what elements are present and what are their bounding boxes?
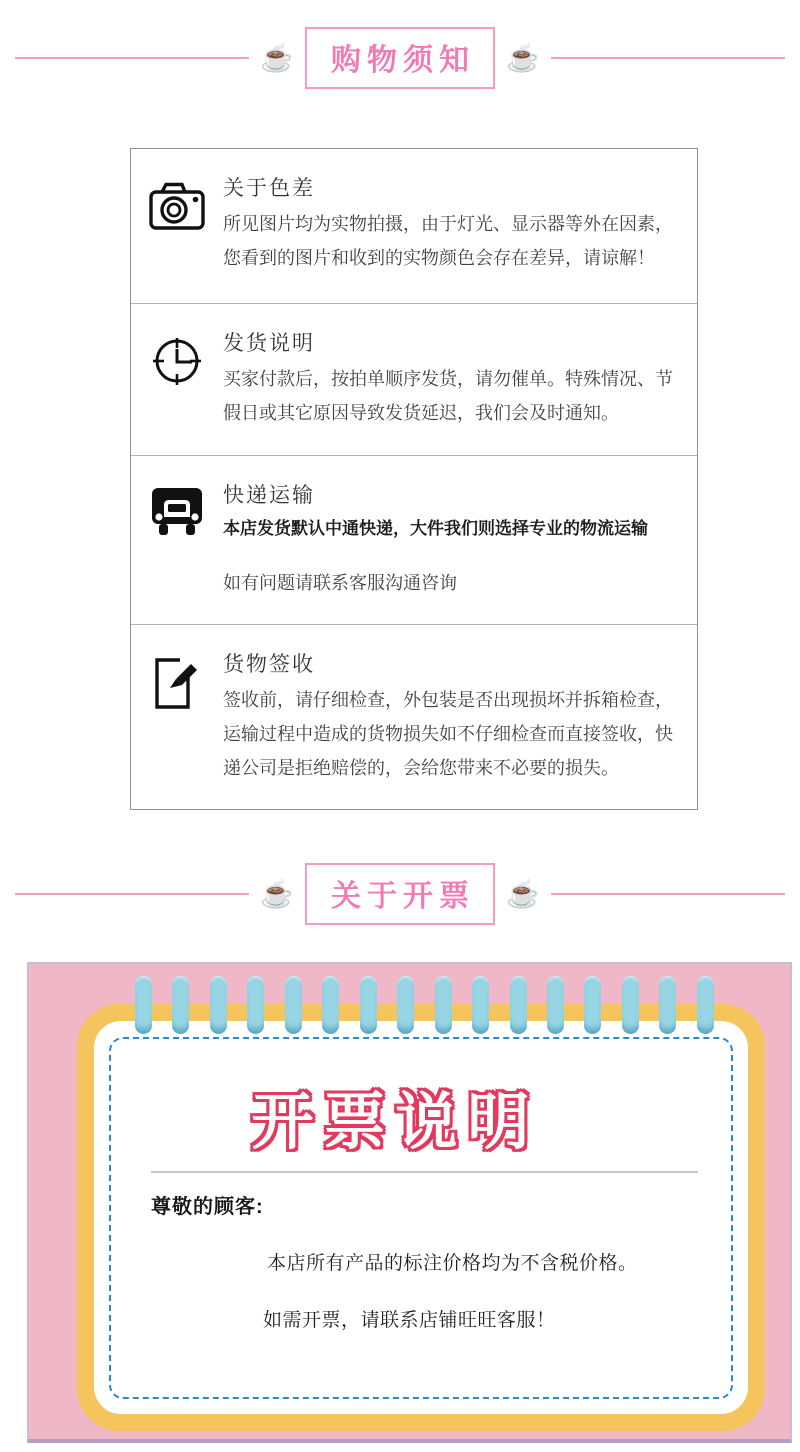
invoice-card-title: 开票说明 xyxy=(251,1088,540,1157)
divider-line xyxy=(15,57,249,59)
coffee-cup-icon: ☕ xyxy=(506,878,540,909)
binder-rings xyxy=(135,976,714,1034)
signature-doc-icon xyxy=(131,625,223,809)
binder-ring xyxy=(435,976,452,1034)
binder-ring xyxy=(135,976,152,1034)
binder-ring xyxy=(322,976,339,1034)
camera-icon xyxy=(131,149,223,303)
shopping-notice-box xyxy=(130,148,698,810)
coffee-cup-icon: ☕ xyxy=(506,42,540,73)
notice-row-shipping xyxy=(131,304,697,456)
divider-line xyxy=(551,57,785,59)
notice-row-goods-receipt xyxy=(131,625,697,809)
notice-text-express-transport xyxy=(223,456,697,624)
title-underline xyxy=(151,1171,698,1173)
notice-text-shipping xyxy=(223,304,697,455)
divider-line xyxy=(15,893,249,895)
binder-ring xyxy=(172,976,189,1034)
invoice-card xyxy=(27,962,792,1443)
binder-ring xyxy=(697,976,714,1034)
section-header-invoicing xyxy=(0,868,800,920)
notice-text-goods-receipt xyxy=(223,625,697,809)
notice-title: 货物签收 xyxy=(223,653,315,676)
binder-ring xyxy=(397,976,414,1034)
notice-title: 关于色差 xyxy=(223,177,315,200)
notice-row-color-difference xyxy=(131,149,697,304)
notice-body: 买家付款后，按拍单顺序发货，请勿催单。特殊情况、节假日或其它原因导致发货延迟，我们会及时通知。 xyxy=(223,369,673,423)
notice-body: 所见图片均为实物拍摄，由于灯光、显示器等外在因素，您看到的图片和收到的实物颜色会存在差异，请谅解！ xyxy=(223,214,673,268)
binder-ring xyxy=(210,976,227,1034)
binder-ring xyxy=(659,976,676,1034)
notice-body-line2: 如有问题请联系客服沟通咨询 xyxy=(223,573,457,593)
binder-ring xyxy=(285,976,302,1034)
notice-row-express-transport xyxy=(131,456,697,625)
notice-text-color-difference xyxy=(223,149,697,303)
binder-ring xyxy=(360,976,377,1034)
binder-ring xyxy=(472,976,489,1034)
notice-title: 发货说明 xyxy=(223,332,315,355)
section-title-shopping-notice: 购物须知 xyxy=(305,27,495,89)
truck-icon xyxy=(131,456,223,624)
divider-line xyxy=(551,893,785,895)
binder-ring xyxy=(547,976,564,1034)
clock-icon xyxy=(131,304,223,455)
notice-body-line1: 本店发货默认中通快递，大件我们则选择专业的物流运输 xyxy=(223,519,648,538)
binder-ring xyxy=(247,976,264,1034)
section-title-invoicing: 关于开票 xyxy=(305,863,495,925)
binder-ring xyxy=(584,976,601,1034)
invoice-line-tax: 本店所有产品的标注价格均为不含税价格。 xyxy=(267,1253,638,1274)
coffee-cup-icon: ☕ xyxy=(260,42,294,73)
invoice-greeting: 尊敬的顾客: xyxy=(151,1196,264,1218)
notice-body: 签收前，请仔细检查，外包装是否出现损坏并拆箱检查，运输过程中造成的货物损失如不仔细检查而直接签收，快递公司是拒绝赔偿的，会给您带来不必要的损失。 xyxy=(223,690,673,778)
notice-title: 快递运输 xyxy=(223,484,315,507)
coffee-cup-icon: ☕ xyxy=(260,878,294,909)
section-header-shopping-notice xyxy=(0,32,800,84)
invoice-line-contact: 如需开票，请联系店铺旺旺客服！ xyxy=(263,1310,556,1331)
binder-ring xyxy=(510,976,527,1034)
binder-ring xyxy=(622,976,639,1034)
